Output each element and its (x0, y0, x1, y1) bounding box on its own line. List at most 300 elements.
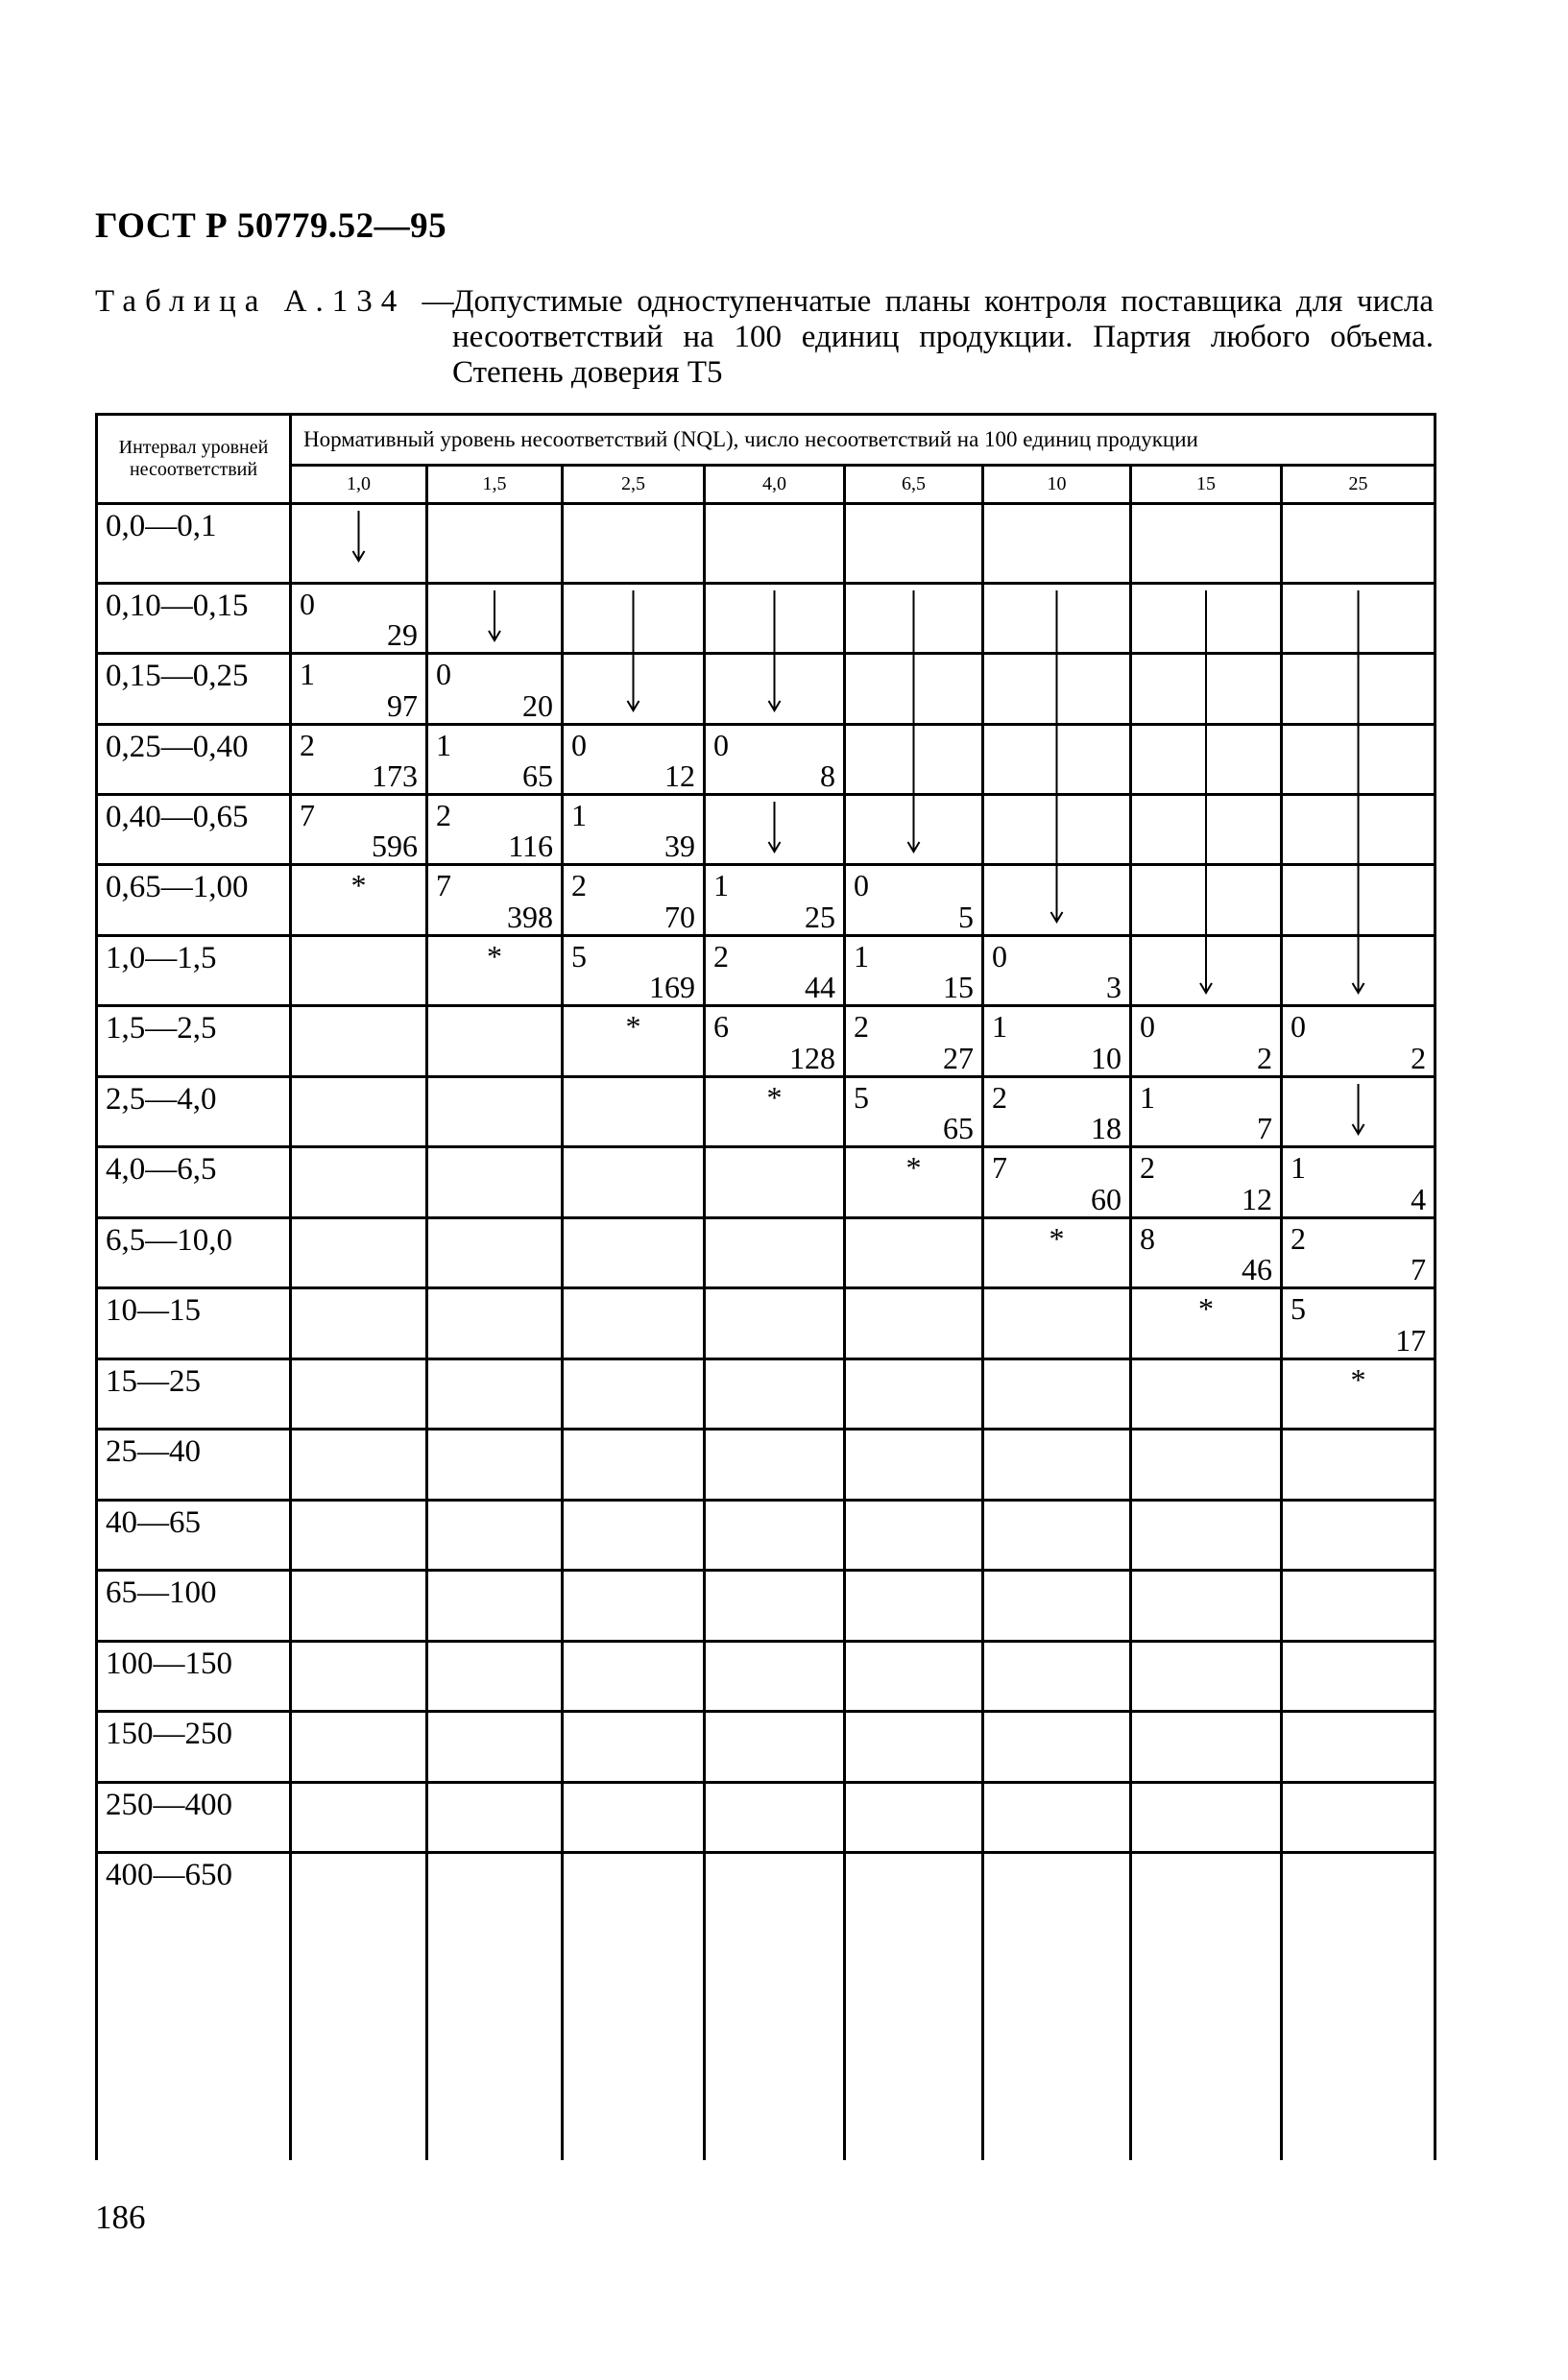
interval-cell: 0,25—0,40 (97, 724, 291, 794)
down-arrow-icon (1283, 937, 1434, 1004)
plan-cell (845, 1430, 983, 1500)
plan-cell (705, 1147, 845, 1217)
plan-cell (1131, 1641, 1282, 1711)
plan-cell (705, 1853, 845, 2160)
sample-size: 20 (522, 687, 553, 723)
plan-cell (705, 1641, 845, 1711)
acceptance-number: 2 (571, 868, 587, 903)
plan-cell (427, 1217, 563, 1287)
plan-cell (705, 1430, 845, 1500)
down-arrow-icon (984, 726, 1129, 793)
plan-cell (845, 935, 983, 1005)
down-arrow-icon (984, 655, 1129, 722)
plan-cell (1131, 1006, 1282, 1076)
down-arrow-icon (564, 585, 703, 652)
plan-cell (705, 1712, 845, 1782)
plan-cell (705, 504, 845, 584)
plan-cell (563, 865, 705, 935)
sample-size: 2 (1257, 1040, 1272, 1075)
plan-cell (427, 1147, 563, 1217)
acceptance-number: 1 (571, 798, 587, 832)
plan-cell (845, 654, 983, 724)
plan-cell (705, 583, 845, 653)
acceptance-number: 2 (713, 938, 729, 974)
acceptance-number: 2 (1140, 1150, 1155, 1186)
plan-cell (1282, 1571, 1435, 1641)
plan-cell (1131, 1147, 1282, 1217)
plan-cell (845, 1006, 983, 1076)
sample-size: 44 (805, 970, 835, 1005)
plan-cell (983, 1571, 1131, 1641)
sample-size: 4 (1411, 1181, 1427, 1216)
plan-cell (563, 1147, 705, 1217)
acceptance-number: 2 (436, 798, 451, 832)
plan-cell (845, 1358, 983, 1429)
plan-cell (1131, 583, 1282, 653)
down-arrow-icon (984, 585, 1129, 652)
table-row (97, 504, 1435, 584)
boundary-star: * (350, 868, 367, 903)
acceptance-number: 1 (713, 868, 729, 903)
plan-cell (563, 1217, 705, 1287)
table-row (97, 654, 1435, 724)
plan-cell (291, 1571, 427, 1641)
down-arrow-icon (1132, 866, 1280, 933)
table-row (97, 1430, 1435, 1500)
plan-cell (1282, 1147, 1435, 1217)
plan-cell (291, 935, 427, 1005)
sample-size: 39 (664, 829, 695, 864)
plan-cell (705, 1217, 845, 1287)
plan-cell (291, 1712, 427, 1782)
sample-size: 8 (820, 758, 835, 793)
plan-cell (563, 935, 705, 1005)
plan-cell (1131, 1358, 1282, 1429)
interval-cell: 15—25 (97, 1358, 291, 1429)
plan-cell (983, 724, 1131, 794)
plan-cell (1131, 1430, 1282, 1500)
interval-cell: 4,0—6,5 (97, 1147, 291, 1217)
table-row (97, 1147, 1435, 1217)
plan-cell (705, 795, 845, 865)
plan-cell (983, 654, 1131, 724)
table-row (97, 1358, 1435, 1429)
plan-cell (705, 654, 845, 724)
plan-cell (563, 1358, 705, 1429)
acceptance-plans-table (95, 413, 1436, 2160)
nql-level-header: 1,0 (291, 466, 427, 504)
plan-cell (983, 1430, 1131, 1500)
table-row (97, 1712, 1435, 1782)
acceptance-number: 1 (854, 938, 869, 974)
plan-cell (1282, 724, 1435, 794)
interval-cell: 100—150 (97, 1641, 291, 1711)
plan-cell (1282, 1782, 1435, 1852)
sample-size: 18 (1091, 1111, 1122, 1146)
plan-cell (705, 1358, 845, 1429)
sample-size: 3 (1106, 970, 1122, 1005)
plan-cell (427, 1853, 563, 2160)
plan-cell (1282, 1641, 1435, 1711)
plan-cell (291, 504, 427, 584)
plan-cell (291, 1500, 427, 1570)
plan-cell (983, 935, 1131, 1005)
page-number: 186 (95, 2199, 146, 2236)
plan-cell (1282, 654, 1435, 724)
table-row (97, 1288, 1435, 1358)
down-arrow-icon (846, 655, 981, 722)
table-row (97, 724, 1435, 794)
table-row (97, 1782, 1435, 1852)
plan-cell (291, 654, 427, 724)
plan-cell (1282, 583, 1435, 653)
plan-cell (1282, 1217, 1435, 1287)
plan-cell (705, 1500, 845, 1570)
down-arrow-icon (1132, 726, 1280, 793)
nql-level-header: 1,5 (427, 466, 563, 504)
plan-cell (427, 1076, 563, 1146)
plan-cell (291, 1147, 427, 1217)
plan-cell (983, 1853, 1131, 2160)
plan-cell (705, 724, 845, 794)
acceptance-number: 8 (1140, 1220, 1155, 1256)
plan-cell (563, 583, 705, 653)
down-arrow-icon (1132, 796, 1280, 863)
plan-cell (705, 1076, 845, 1146)
table-caption-text: Допустимые одноступенчатые планы контроля поставщика для числа несоответствий на 100 единиц продукции. Партия любого объема. Степень доверия Т5 (452, 284, 1434, 390)
plan-cell (427, 1571, 563, 1641)
interval-cell: 0,40—0,65 (97, 795, 291, 865)
down-arrow-icon (1132, 937, 1280, 1004)
sample-size: 7 (1411, 1252, 1427, 1287)
interval-cell: 40—65 (97, 1500, 291, 1570)
sample-size: 46 (1242, 1252, 1272, 1287)
plan-cell (563, 1006, 705, 1076)
down-arrow-icon (1283, 866, 1434, 933)
plan-cell (427, 504, 563, 584)
sample-size: 5 (958, 899, 974, 934)
down-arrow-icon (846, 726, 981, 793)
acceptance-number: 6 (713, 1009, 729, 1045)
plan-cell (1282, 1500, 1435, 1570)
boundary-star: * (625, 1009, 641, 1045)
sample-size: 70 (664, 899, 695, 934)
plan-cell (291, 1853, 427, 2160)
interval-cell: 1,0—1,5 (97, 935, 291, 1005)
acceptance-number: 0 (854, 868, 869, 903)
plan-cell (427, 1712, 563, 1782)
sample-size: 15 (943, 970, 974, 1005)
plan-cell (291, 1641, 427, 1711)
acceptance-number: 0 (571, 727, 587, 762)
plan-cell (1282, 1288, 1435, 1358)
sample-size: 25 (805, 899, 835, 934)
plan-cell (983, 1782, 1131, 1852)
plan-cell (563, 1782, 705, 1852)
plan-cell (845, 504, 983, 584)
plan-cell (983, 865, 1131, 935)
table-row (97, 1076, 1435, 1146)
acceptance-number: 2 (854, 1009, 869, 1045)
plan-cell (427, 1500, 563, 1570)
sample-size: 128 (789, 1040, 835, 1075)
plan-cell (845, 865, 983, 935)
sample-size: 596 (372, 829, 418, 864)
plan-cell (1131, 1782, 1282, 1852)
plan-cell (845, 1641, 983, 1711)
plan-cell (427, 724, 563, 794)
acceptance-number: 2 (1291, 1220, 1306, 1256)
sample-size: 169 (649, 970, 695, 1005)
plan-cell (563, 795, 705, 865)
plan-cell (1131, 1853, 1282, 2160)
nql-column-header: Нормативный уровень несоответствий (NQL), число несоответствий на 100 единиц продукции (291, 415, 1435, 466)
interval-cell: 2,5—4,0 (97, 1076, 291, 1146)
acceptance-number: 0 (436, 657, 451, 692)
interval-cell: 25—40 (97, 1430, 291, 1500)
acceptance-number: 1 (992, 1009, 1007, 1045)
plan-cell (983, 1288, 1131, 1358)
down-arrow-icon (292, 505, 425, 582)
plan-cell (983, 583, 1131, 653)
acceptance-number: 1 (300, 657, 315, 692)
plan-cell (983, 1217, 1131, 1287)
plan-cell (1131, 1500, 1282, 1570)
acceptance-number: 1 (1291, 1150, 1306, 1186)
down-arrow-icon (1283, 796, 1434, 863)
plan-cell (845, 1571, 983, 1641)
nql-level-header: 10 (983, 466, 1131, 504)
sample-size: 12 (1242, 1181, 1272, 1216)
plan-cell (427, 1430, 563, 1500)
plan-cell (983, 1076, 1131, 1146)
interval-cell: 250—400 (97, 1782, 291, 1852)
boundary-star: * (1049, 1220, 1065, 1256)
plan-cell (563, 1076, 705, 1146)
plan-cell (291, 1217, 427, 1287)
down-arrow-icon (1132, 585, 1280, 652)
plan-cell (1282, 1853, 1435, 2160)
boundary-star: * (905, 1150, 922, 1186)
plan-cell (291, 1288, 427, 1358)
plan-cell (1131, 1712, 1282, 1782)
nql-level-header: 25 (1282, 466, 1435, 504)
plan-cell (845, 1712, 983, 1782)
plan-cell (705, 1782, 845, 1852)
sample-size: 10 (1091, 1040, 1122, 1075)
interval-cell: 150—250 (97, 1712, 291, 1782)
plan-cell (291, 795, 427, 865)
table-row (97, 583, 1435, 653)
table-row (97, 1641, 1435, 1711)
sample-size: 116 (508, 829, 553, 864)
plan-cell (983, 504, 1131, 584)
plan-cell (983, 795, 1131, 865)
plan-cell (563, 1500, 705, 1570)
nql-level-header: 15 (1131, 466, 1282, 504)
plan-cell (427, 1288, 563, 1358)
down-arrow-icon (706, 655, 843, 722)
plan-cell (1131, 865, 1282, 935)
plan-cell (983, 1147, 1131, 1217)
plan-cell (563, 1641, 705, 1711)
plan-cell (845, 1853, 983, 2160)
down-arrow-icon (1132, 655, 1280, 722)
sample-size: 60 (1091, 1181, 1122, 1216)
plan-cell (291, 1782, 427, 1852)
acceptance-number: 0 (713, 727, 729, 762)
interval-cell: 65—100 (97, 1571, 291, 1641)
plan-cell (705, 1288, 845, 1358)
acceptance-number: 0 (1140, 1009, 1155, 1045)
plan-cell (427, 583, 563, 653)
table-caption-label: Таблица А.134 — (95, 284, 463, 319)
boundary-star: * (1198, 1291, 1214, 1327)
interval-cell: 0,15—0,25 (97, 654, 291, 724)
plan-cell (1282, 795, 1435, 865)
sample-size: 65 (522, 758, 553, 793)
interval-cell: 10—15 (97, 1288, 291, 1358)
plan-cell (291, 1076, 427, 1146)
plan-cell (291, 583, 427, 653)
acceptance-number: 1 (436, 727, 451, 762)
acceptance-number: 2 (992, 1079, 1007, 1115)
plan-cell (1282, 504, 1435, 584)
plan-cell (845, 583, 983, 653)
down-arrow-icon (846, 585, 981, 652)
plan-cell (1131, 1288, 1282, 1358)
table-row (97, 1217, 1435, 1287)
acceptance-number: 0 (992, 938, 1007, 974)
plan-cell (705, 1006, 845, 1076)
sample-size: 29 (387, 617, 418, 653)
table-row (97, 865, 1435, 935)
plan-cell (983, 1500, 1131, 1570)
plan-cell (845, 1217, 983, 1287)
plan-cell (563, 1571, 705, 1641)
plan-cell (291, 1430, 427, 1500)
nql-level-header: 2,5 (563, 466, 705, 504)
boundary-star: * (1350, 1361, 1366, 1397)
sample-size: 27 (943, 1040, 974, 1075)
down-arrow-icon (1283, 726, 1434, 793)
plan-cell (427, 1782, 563, 1852)
down-arrow-icon (1283, 655, 1434, 722)
table-row (97, 935, 1435, 1005)
down-arrow-icon (428, 585, 561, 652)
interval-cell: 0,10—0,15 (97, 583, 291, 653)
plan-cell (1131, 724, 1282, 794)
plan-cell (427, 865, 563, 935)
plan-cell (563, 1853, 705, 2160)
down-arrow-icon (706, 585, 843, 652)
plan-cell (705, 865, 845, 935)
nql-level-header: 4,0 (705, 466, 845, 504)
plan-cell (1131, 1076, 1282, 1146)
plan-cell (845, 1147, 983, 1217)
table-row (97, 1500, 1435, 1570)
sample-size: 97 (387, 687, 418, 723)
plan-cell (563, 1430, 705, 1500)
plan-cell (1131, 654, 1282, 724)
acceptance-number: 2 (300, 727, 315, 762)
sample-size: 2 (1411, 1040, 1427, 1075)
plan-cell (845, 795, 983, 865)
plan-cell (291, 1006, 427, 1076)
plan-cell (291, 865, 427, 935)
acceptance-number: 0 (1291, 1009, 1306, 1045)
plan-cell (1282, 1712, 1435, 1782)
acceptance-number: 7 (436, 868, 451, 903)
plan-cell (1131, 504, 1282, 584)
plan-cell (1131, 1571, 1282, 1641)
sample-size: 12 (664, 758, 695, 793)
interval-cell: 6,5—10,0 (97, 1217, 291, 1287)
sample-size: 173 (372, 758, 418, 793)
plan-cell (1131, 795, 1282, 865)
nql-level-header: 6,5 (845, 466, 983, 504)
acceptance-number: 1 (1140, 1079, 1155, 1115)
interval-cell: 1,5—2,5 (97, 1006, 291, 1076)
plan-cell (427, 935, 563, 1005)
plan-cell (427, 654, 563, 724)
plan-cell (1131, 935, 1282, 1005)
plan-cell (845, 1782, 983, 1852)
plan-cell (427, 1358, 563, 1429)
plan-cell (1282, 1006, 1435, 1076)
down-arrow-icon (706, 796, 843, 863)
plan-cell (563, 1288, 705, 1358)
down-arrow-icon (984, 866, 1129, 933)
plan-cell (291, 1358, 427, 1429)
plan-cell (845, 1500, 983, 1570)
plan-cell (563, 504, 705, 584)
plan-cell (291, 724, 427, 794)
plan-cell (427, 1641, 563, 1711)
plan-cell (983, 1712, 1131, 1782)
table-row (97, 1853, 1435, 2160)
plan-cell (705, 935, 845, 1005)
table-row (97, 795, 1435, 865)
acceptance-number: 0 (300, 586, 315, 621)
down-arrow-icon (564, 655, 703, 722)
sample-size: 65 (943, 1111, 974, 1146)
plan-cell (705, 1571, 845, 1641)
plan-cell (427, 795, 563, 865)
interval-cell: 400—650 (97, 1853, 291, 2160)
interval-cell: 0,0—0,1 (97, 504, 291, 584)
down-arrow-icon (1283, 1078, 1434, 1145)
plan-cell (1282, 865, 1435, 935)
plan-cell (427, 1006, 563, 1076)
boundary-star: * (766, 1079, 783, 1115)
interval-cell: 0,65—1,00 (97, 865, 291, 935)
plan-cell (983, 1641, 1131, 1711)
plan-cell (983, 1006, 1131, 1076)
plan-cell (563, 654, 705, 724)
interval-column-header: Интервал уровней несоответствий (97, 415, 291, 504)
acceptance-number: 7 (300, 798, 315, 832)
sample-size: 17 (1395, 1322, 1427, 1358)
document-code: ГОСТ Р 50779.52—95 (95, 206, 447, 246)
plan-cell (1131, 1217, 1282, 1287)
plan-cell (1282, 1358, 1435, 1429)
plan-cell (845, 724, 983, 794)
plan-cell (845, 1288, 983, 1358)
down-arrow-icon (846, 796, 981, 863)
plan-cell (845, 1076, 983, 1146)
plan-cell (983, 1358, 1131, 1429)
